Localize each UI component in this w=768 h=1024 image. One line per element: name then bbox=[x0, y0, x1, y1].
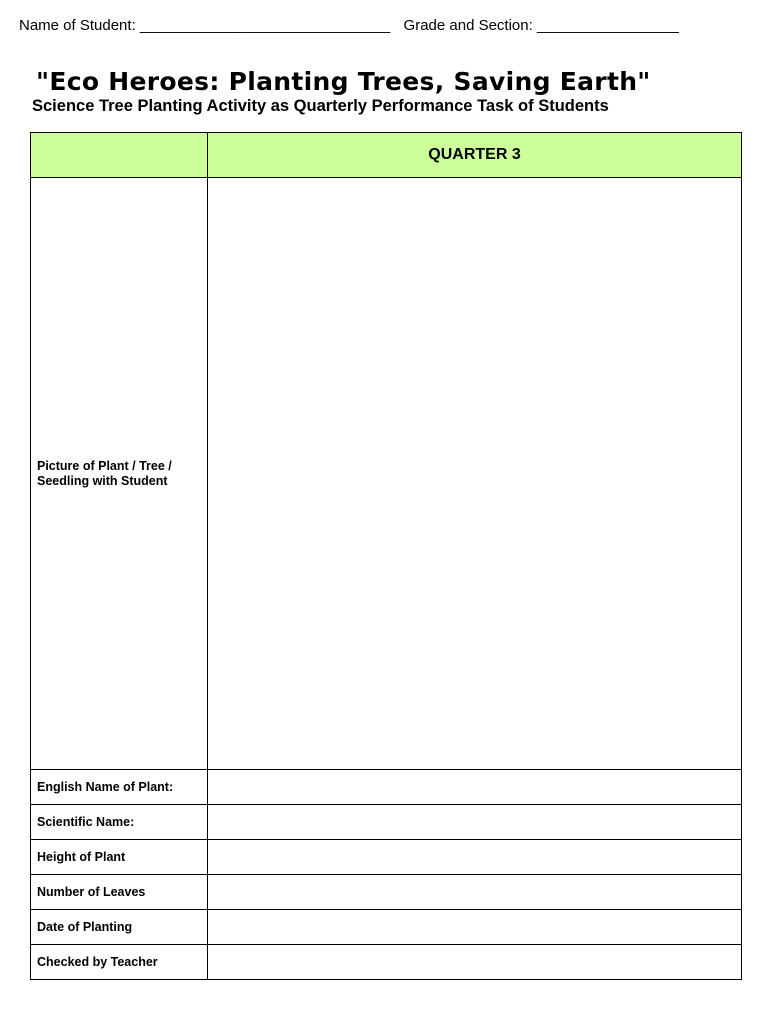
english-name-field[interactable] bbox=[208, 770, 742, 805]
table-header-row bbox=[31, 133, 742, 178]
leaf-count-field[interactable] bbox=[208, 875, 742, 910]
photo-area[interactable] bbox=[208, 178, 742, 770]
photo-label-cell bbox=[31, 178, 208, 770]
quarter-heading: QUARTER 3 bbox=[208, 133, 742, 178]
page-subtitle: Science Tree Planting Activity as Quarterly Performance Task of Students bbox=[32, 97, 609, 115]
teacher-check-field[interactable] bbox=[208, 945, 742, 980]
table-row bbox=[31, 910, 742, 945]
row-label: Scientific Name: bbox=[31, 805, 208, 840]
plant-height-field[interactable] bbox=[208, 840, 742, 875]
grade-section-label: Grade and Section: bbox=[403, 17, 533, 34]
student-info-line bbox=[19, 16, 679, 36]
grade-section-blank[interactable]: _________________ bbox=[536, 17, 679, 34]
row-label: Height of Plant bbox=[31, 840, 208, 875]
table-row bbox=[31, 805, 742, 840]
row-label: Checked by Teacher bbox=[31, 945, 208, 980]
planting-date-field[interactable] bbox=[208, 910, 742, 945]
student-name-label: Name of Student: bbox=[19, 17, 136, 34]
page-title: "Eco Heroes: Planting Trees, Saving Earth" bbox=[36, 67, 651, 96]
table-row bbox=[31, 770, 742, 805]
table-row bbox=[31, 945, 742, 980]
performance-task-table bbox=[30, 132, 742, 980]
row-label: English Name of Plant: bbox=[31, 770, 208, 805]
photo-label: Picture of Plant / Tree / Seedling with Student bbox=[37, 458, 172, 488]
table-row bbox=[31, 840, 742, 875]
row-label: Number of Leaves bbox=[31, 875, 208, 910]
scientific-name-field[interactable] bbox=[208, 805, 742, 840]
photo-row bbox=[31, 178, 742, 770]
table-row bbox=[31, 875, 742, 910]
header-empty-cell bbox=[31, 133, 208, 178]
student-name-blank[interactable]: ______________________________ bbox=[139, 17, 391, 34]
row-label: Date of Planting bbox=[31, 910, 208, 945]
